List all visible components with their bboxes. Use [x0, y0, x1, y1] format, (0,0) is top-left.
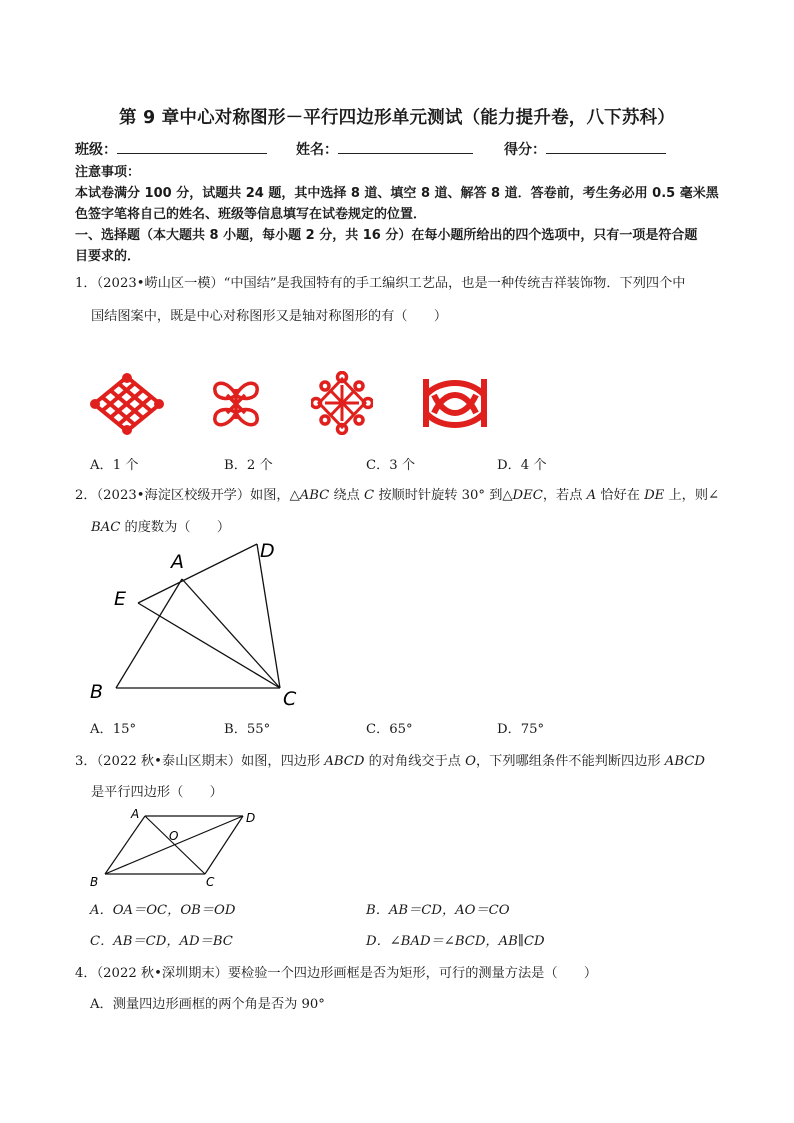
q3-line-1: 3．（2022 秋•泰山区期末）如图，四边形 ABCD 的对角线交于点 O，下列哪组条件不能判断四边形 ABCD	[75, 754, 705, 769]
q3-label-b: B	[90, 875, 99, 889]
name-blank[interactable]	[338, 139, 473, 154]
q2-line-2: BAC 的度数为（ ）	[91, 520, 231, 535]
section-1-line-1: 一、选择题（本大题共 8 小题，每小题 2 分，共 16 分）在每小题所给出的四个选项中，只有一项是符合题	[75, 228, 698, 243]
class-blank[interactable]	[117, 139, 267, 154]
q3-option-a[interactable]: A．OA＝OC，OB＝OD	[90, 903, 236, 918]
q3-option-c[interactable]: C．AB＝CD，AD＝BC	[90, 934, 233, 949]
name-field	[296, 139, 473, 159]
name-label: 姓名：	[296, 142, 338, 158]
score-blank[interactable]	[546, 139, 666, 154]
q1-line-2: 国结图案中，既是中心对称图形又是轴对称图形的有（ ）	[91, 309, 448, 324]
q3-option-b[interactable]: B．AB＝CD，AO＝CO	[366, 903, 510, 918]
q2-label-b: B	[90, 681, 104, 703]
notes-heading: 注意事项：	[75, 165, 141, 180]
q1-line-1: 1．（2023•崂山区一模）“中国结”是我国特有的手工编织工艺品，也是一种传统吉祥装饰物．下列四个中	[75, 276, 686, 291]
q2-triangle-figure	[80, 535, 310, 715]
q3-label-o: O	[169, 829, 179, 843]
q2-line-1: 2．（2023•海淀区校级开学）如图，△ABC 绕点 C 按顺时针旋转 30° 到△DEC，若点 A 恰好在 DE 上，则∠	[75, 488, 720, 503]
q3-label-d: D	[246, 811, 256, 825]
score-field	[504, 139, 666, 159]
q4-line-1: 4．（2022 秋•深圳期末）要检验一个四边形画框是否为矩形，可行的测量方法是（ ）	[75, 966, 598, 981]
q3-line-2: 是平行四边形（ ）	[91, 785, 223, 800]
knot-image-4	[420, 373, 490, 433]
q2-label-c: C	[283, 688, 297, 710]
q1-option-c[interactable]: C．3 个	[366, 458, 416, 473]
knot-image-2	[205, 373, 267, 435]
q3-option-d[interactable]: D．∠BAD＝∠BCD，AB∥CD	[366, 934, 545, 949]
q3-parallelogram-figure	[86, 805, 266, 891]
q2-label-d: D	[260, 540, 275, 562]
q2-option-b[interactable]: B．55°	[224, 722, 271, 737]
q3-label-c: C	[206, 875, 215, 889]
knot-image-3	[311, 371, 373, 435]
notes-line-1: 本试卷满分 100 分，试题共 24 题，其中选择 8 道、填空 8 道、解答 8 道．答卷前，考生务必用 0.5 毫米黑	[75, 186, 719, 201]
q2-option-d[interactable]: D．75°	[497, 722, 545, 737]
q2-label-e: E	[114, 588, 127, 610]
class-label: 班级：	[75, 142, 117, 158]
exam-title: 第 9 章中心对称图形－平行四边形单元测试（能力提升卷，八下苏科）	[119, 108, 675, 128]
q2-option-c[interactable]: C．65°	[366, 722, 413, 737]
q1-option-a[interactable]: A．1 个	[90, 458, 139, 473]
q3-label-a: A	[131, 807, 140, 821]
knot-image-1	[90, 373, 164, 435]
section-1-line-2: 目要求的．	[75, 249, 141, 264]
q2-option-a[interactable]: A．15°	[90, 722, 137, 737]
q4-option-a[interactable]: A．测量四边形画框的两个角是否为 90°	[90, 997, 325, 1012]
q1-option-b[interactable]: B．2 个	[224, 458, 273, 473]
class-field	[75, 139, 267, 159]
q1-option-d[interactable]: D．4 个	[497, 458, 547, 473]
notes-line-2: 色签字笔将自己的姓名、班级等信息填写在试卷规定的位置．	[75, 207, 427, 222]
score-label: 得分：	[504, 142, 546, 158]
q2-label-a: A	[171, 551, 184, 573]
